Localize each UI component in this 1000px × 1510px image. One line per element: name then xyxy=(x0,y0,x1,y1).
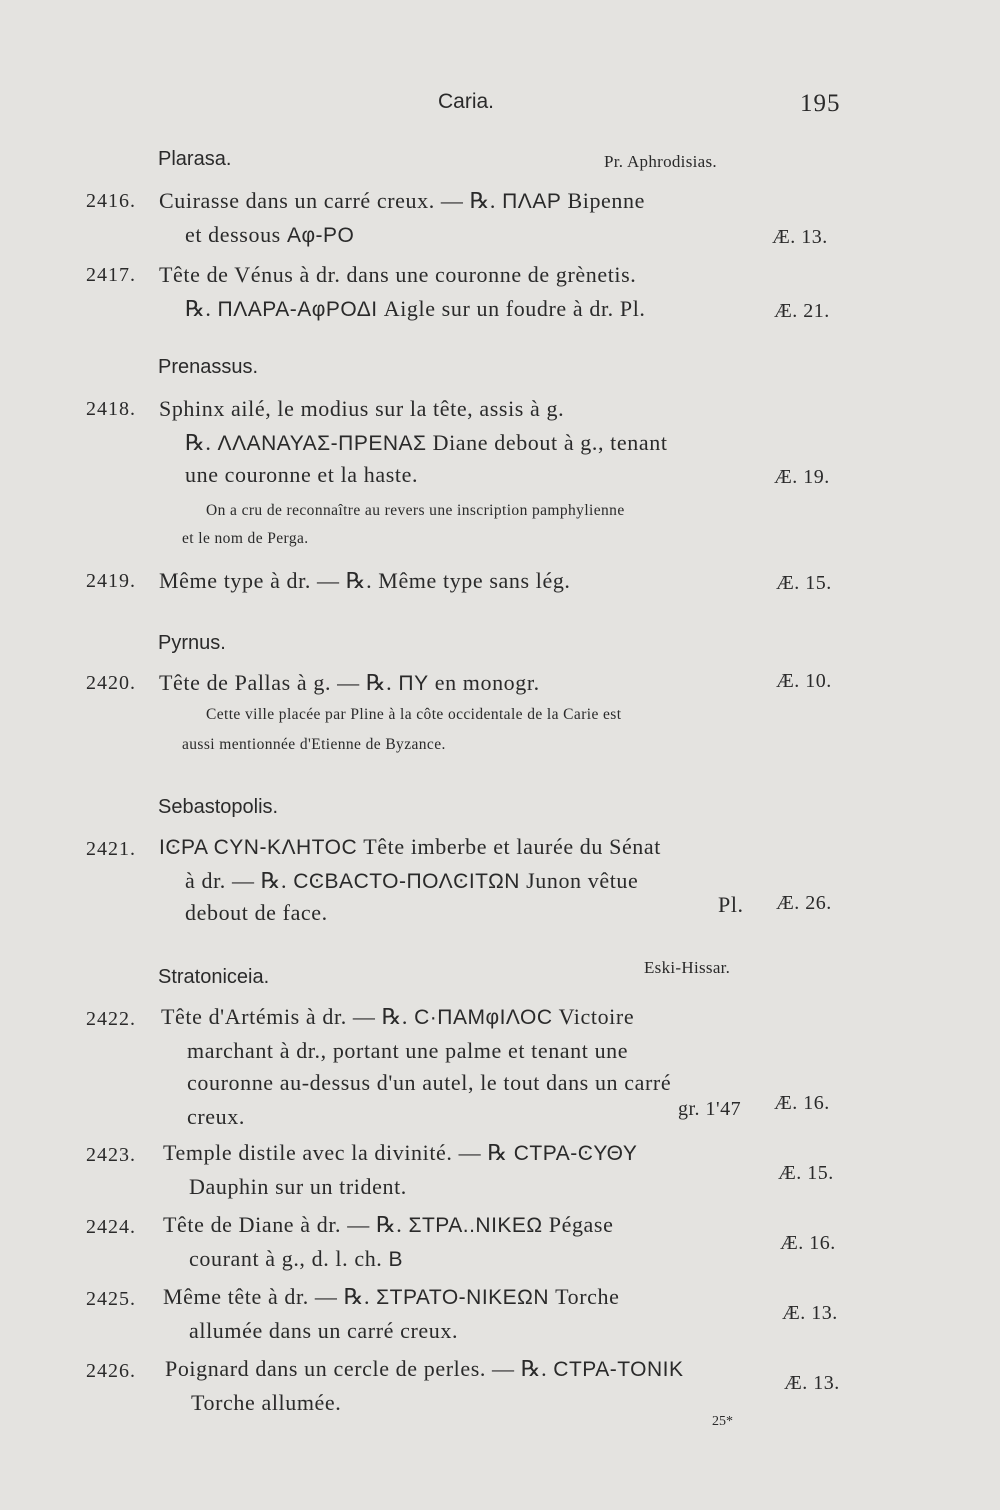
entry-2422-line-3: couronne au-dessus d'un autel, le tout dans un carré xyxy=(187,1070,672,1095)
note-2418-line-2: et le nom de Perga. xyxy=(182,530,309,547)
entry-2417-line-2: ℞. ΠΛΑΡΑ-ΑφΡΟΔΙ Aigle sur un foudre à dr. Pl. xyxy=(185,296,646,321)
entry-2423-line-2: Dauphin sur un trident. xyxy=(189,1174,407,1199)
entry-2424-line-2: courant à g., d. l. ch. Β xyxy=(189,1246,404,1271)
entry-number-2426: 2426. xyxy=(86,1360,136,1382)
legend-greek: Αφ-ΡΟ xyxy=(286,224,355,247)
entry-2425-line-2: allumée dans un carré creux. xyxy=(189,1318,459,1343)
note-2420-line-1: Cette ville placée par Pline à la côte occidentale de la Carie est xyxy=(206,706,622,723)
entry-number-2416: 2416. xyxy=(86,190,136,212)
city-heading-plarasa: Plarasa. xyxy=(158,148,232,170)
legend-greek: ϹϾΒΑϹΤΟ-ΠΟΛϾΙΤΩΝ xyxy=(293,870,520,893)
entry-number-2419: 2419. xyxy=(86,570,136,592)
metal-size-2425: Æ. 13. xyxy=(782,1302,838,1324)
city-heading-pyrnus: Pyrnus. xyxy=(158,632,226,654)
modern-name-stratoniceia: Eski-Hissar. xyxy=(644,958,731,977)
page-number: 195 xyxy=(800,90,841,117)
entry-number-2423: 2423. xyxy=(86,1144,136,1166)
entry-number-2422: 2422. xyxy=(86,1008,136,1030)
metal-size-2418: Æ. 19. xyxy=(774,466,830,488)
legend-greek: ΣΤΡΑ..ΝΙΚΕΩ xyxy=(408,1214,543,1237)
legend-greek: ΙϾΡΑ ϹΥΝ-ΚΛΗΤΟϹ xyxy=(159,836,358,859)
entry-2421-line-3: debout de face. xyxy=(185,900,328,925)
entry-number-2418: 2418. xyxy=(86,398,136,420)
entry-2421-line-1: ΙϾΡΑ ϹΥΝ-ΚΛΗΤΟϹ Tête imberbe et laurée du Sénat xyxy=(159,834,661,859)
entry-2420-line-1: Tête de Pallas à g. — ℞. ΠΥ en monogr. xyxy=(159,670,540,695)
metal-size-2419: Æ. 15. xyxy=(776,572,832,594)
weight-2422: gr. 1'47 xyxy=(678,1098,742,1120)
legend-greek: ϹΤΡΑ-ϾΥΘΥ xyxy=(513,1142,638,1165)
entry-2416-line-2: et dessous Αφ-ΡΟ xyxy=(185,222,355,247)
metal-size-2417: Æ. 21. xyxy=(774,300,830,322)
metal-size-2416: Æ. 13. xyxy=(772,226,828,248)
entry-number-2417: 2417. xyxy=(86,264,136,286)
metal-size-2421: Æ. 26. xyxy=(776,892,832,914)
legend-greek: ΛΛΑΝΑΥΑΣ-ΠΡΕΝΑΣ xyxy=(217,432,427,455)
note-2420-line-2: aussi mentionnée d'Etienne de Byzance. xyxy=(182,736,446,753)
entry-2422-line-2: marchant à dr., portant une palme et tenant une xyxy=(187,1038,629,1063)
running-title: Caria. xyxy=(438,90,495,113)
sheet-signature: 25* xyxy=(712,1414,733,1429)
entry-2421-line-2: à dr. — ℞. ϹϾΒΑϹΤΟ-ΠΟΛϾΙΤΩΝ Junon vêtue xyxy=(185,868,639,893)
entry-2418-line-2: ℞. ΛΛΑΝΑΥΑΣ-ΠΡΕΝΑΣ Diane debout à g., tenant xyxy=(185,430,668,455)
entry-2426-line-1: Poignard dans un cercle de perles. — ℞. ϹΤΡΑ-ΤΟΝΙΚ xyxy=(165,1356,684,1381)
legend-greek: Ϲ·ΠΑΜφΙΛΟϹ xyxy=(414,1006,553,1029)
entry-2425-line-1: Même tête à dr. — ℞. ΣΤΡΑΤΟ-ΝΙΚΕΩΝ Torche xyxy=(163,1284,620,1309)
entry-2422-line-4: creux. xyxy=(187,1104,245,1129)
entry-2418-line-1: Sphinx ailé, le modius sur la tête, assis à g. xyxy=(159,396,565,421)
metal-size-2420: Æ. 10. xyxy=(776,670,832,692)
entry-2417-line-1: Tête de Vénus à dr. dans une couronne de grènetis. xyxy=(159,262,637,287)
entry-number-2425: 2425. xyxy=(86,1288,136,1310)
legend-greek: ΠΛΑΡΑ-ΑφΡΟΔΙ xyxy=(217,298,378,321)
city-heading-stratoniceia: Stratoniceia. xyxy=(158,966,270,988)
entry-number-2420: 2420. xyxy=(86,672,136,694)
note-2418-line-1: On a cru de reconnaître au revers une inscription pamphylienne xyxy=(206,502,625,519)
entry-2423-line-1: Temple distile avec la divinité. — ℞ ϹΤΡΑ-ϾΥΘΥ xyxy=(163,1140,638,1165)
plate-reference-2421: Pl. xyxy=(718,892,744,917)
entry-2426-line-2: Torche allumée. xyxy=(191,1390,342,1415)
entry-number-2421: 2421. xyxy=(86,838,136,860)
entry-2416-line-1: Cuirasse dans un carré creux. — ℞. ΠΛΑΡ Bipenne xyxy=(159,188,645,213)
city-heading-sebastopolis: Sebastopolis. xyxy=(158,796,279,818)
metal-size-2426: Æ. 13. xyxy=(784,1372,840,1394)
legend-greek: ΠΛΑΡ xyxy=(502,190,562,213)
metal-size-2424: Æ. 16. xyxy=(780,1232,836,1254)
city-heading-prenassus: Prenassus. xyxy=(158,356,259,378)
metal-size-2423: Æ. 15. xyxy=(778,1162,834,1184)
entry-2418-line-3: une couronne et la haste. xyxy=(185,462,419,487)
entry-number-2424: 2424. xyxy=(86,1216,136,1238)
legend-greek: ΣΤΡΑΤΟ-ΝΙΚΕΩΝ xyxy=(376,1286,550,1309)
legend-greek: ϹΤΡΑ-ΤΟΝΙΚ xyxy=(553,1358,684,1381)
modern-name-plarasa: Pr. Aphrodisias. xyxy=(604,152,717,171)
legend-greek: ΠΥ xyxy=(398,672,429,695)
entry-2424-line-1: Tête de Diane à dr. — ℞. ΣΤΡΑ..ΝΙΚΕΩ Pégase xyxy=(163,1212,614,1237)
entry-2419-line-1: Même type à dr. — ℞. Même type sans lég. xyxy=(159,568,571,593)
legend-greek: Β xyxy=(388,1248,404,1271)
metal-size-2422: Æ. 16. xyxy=(774,1092,830,1114)
entry-2422-line-1: Tête d'Artémis à dr. — ℞. Ϲ·ΠΑΜφΙΛΟϹ Victoire xyxy=(161,1004,635,1029)
